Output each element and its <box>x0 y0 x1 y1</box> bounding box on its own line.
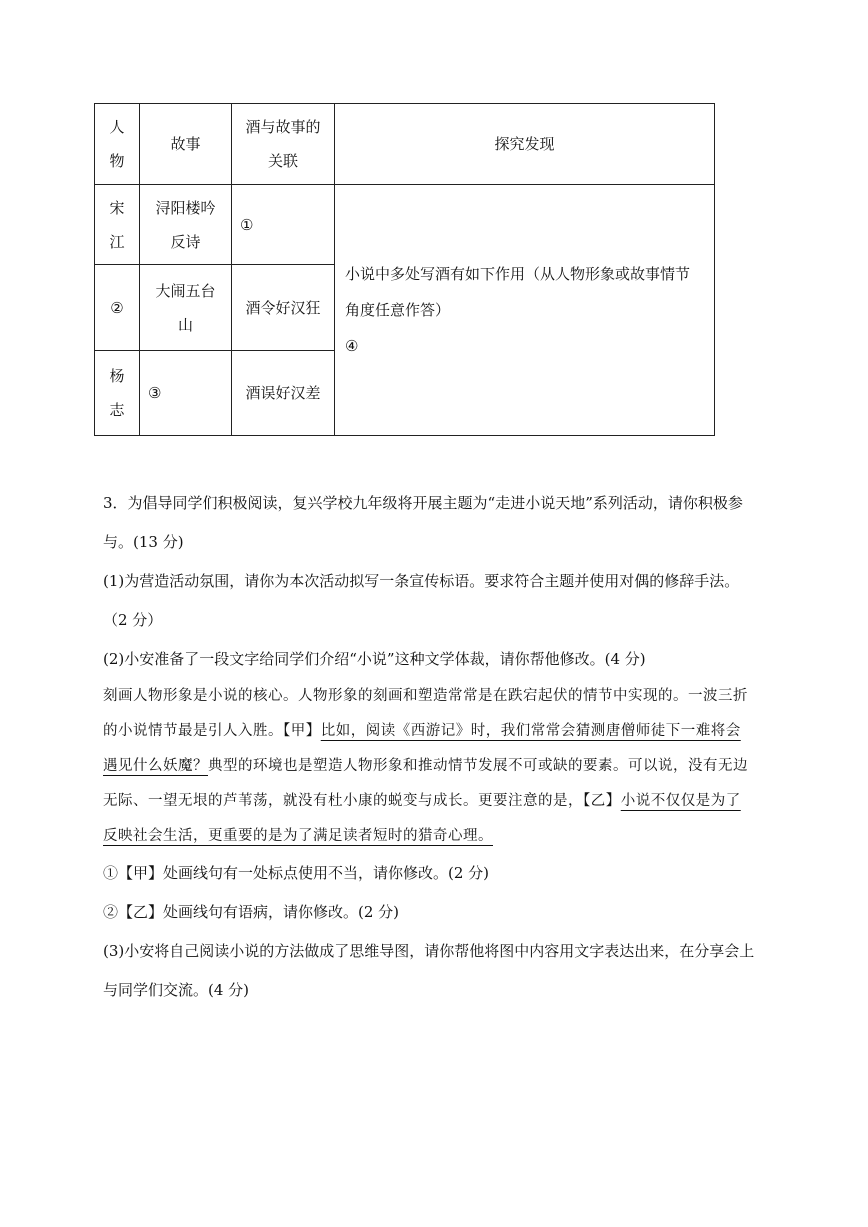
table-header-row <box>95 104 715 185</box>
header-finding: 探究发现 <box>335 104 715 185</box>
header-relation-line2: 关联 <box>267 152 298 170</box>
cell-story-line1: ③ <box>148 384 162 402</box>
header-relation-line1: 酒与故事的 <box>245 118 321 136</box>
q3-sub2: (2)小安准备了一段文字给同学们介绍“小说”这种文学体裁，请你帮他修改。(4 分) <box>103 650 646 668</box>
underlined-sentence-yi-end: 反映社会生活，更重要的是为了满足读者短时的猎奇心理。 <box>103 828 493 844</box>
header-relation <box>232 104 335 185</box>
underlined-sentence-jia: 比如，阅读《西游记》时，我们常常会猜测唐僧师徒下一难将会 <box>320 723 741 739</box>
q3-intro-line1: 3．为倡导同学们积极阅读，复兴学校九年级将开展主题为“走进小说天地”系列活动，请你积极参 <box>103 494 743 512</box>
cell-person-line1: 杨 <box>109 367 125 385</box>
passage-line5 <box>103 819 769 854</box>
finding-line2: 角度任意作答） <box>345 301 451 319</box>
cell-person <box>95 185 140 265</box>
q3-intro-line2: 与。(13 分) <box>103 533 184 551</box>
header-person-line2: 物 <box>109 152 125 170</box>
cell-relation: ① <box>232 185 335 265</box>
cell-story-line2: 山 <box>177 315 193 334</box>
cell-story-line2: 反诗 <box>170 232 201 251</box>
inquiry-table <box>94 103 715 436</box>
cell-story <box>140 351 232 436</box>
table-row <box>95 185 715 265</box>
question-3 <box>103 484 769 1010</box>
underlined-sentence-jia-end: 遇见什么妖魔？ <box>103 758 208 774</box>
cell-story-line1: 大闹五台 <box>155 281 216 300</box>
cell-person-line2: 江 <box>109 232 125 251</box>
q3-sub1-line2: （2 分） <box>103 611 163 629</box>
passage-line1: 刻画人物形象是小说的核心。人物形象的刻画和塑造常常是在跌宕起伏的情节中实现的。一波三折 <box>103 688 748 704</box>
header-person-line1: 人 <box>109 118 125 136</box>
cell-person <box>95 351 140 436</box>
q3-sub3-line1: (3)小安将自己阅读小说的方法做成了思维导图，请你帮他将图中内容用文字表达出来，在分享会上 <box>103 942 755 960</box>
cell-person-line2: 志 <box>109 401 125 419</box>
cell-story-line1: 浔阳楼吟 <box>155 198 216 217</box>
cell-finding <box>335 185 715 436</box>
passage-line3 <box>103 749 769 784</box>
header-story: 故事 <box>140 104 232 185</box>
passage-line2 <box>103 714 769 749</box>
cell-relation: 酒令好汉狂 <box>232 265 335 351</box>
underlined-sentence-yi: 小说不仅仅是为了 <box>620 793 741 809</box>
sub-question-2: ②【乙】处画线句有语病，请你修改。(2 分) <box>103 903 400 921</box>
header-person <box>95 104 140 185</box>
passage-line4-pre: 无际、一望无垠的芦苇荡，就没有杜小康的蜕变与成长。更要注意的是，【乙】 <box>103 793 621 809</box>
q3-sub1-line1: (1)为营造活动氛围，请你为本次活动拟写一条宣传标语。要求符合主题并使用对偶的修辞手法。 <box>103 572 740 590</box>
q3-sub3-line2: 与同学们交流。(4 分) <box>103 981 250 999</box>
cell-relation: 酒误好汉差 <box>232 351 335 436</box>
cell-story <box>140 185 232 265</box>
finding-line3: ④ <box>345 337 359 355</box>
sub-question-1: ①【甲】处画线句有一处标点使用不当，请你修改。(2 分) <box>103 864 490 882</box>
passage-line2-pre: 的小说情节最是引人入胜。【甲】 <box>103 723 321 739</box>
passage-line4 <box>103 784 769 819</box>
cell-story <box>140 265 232 351</box>
cell-person-line1: 宋 <box>109 198 125 217</box>
finding-line1: 小说中多处写酒有如下作用（从人物形象或故事情节 <box>345 265 691 283</box>
cell-person-line1: ② <box>110 298 124 317</box>
cell-person <box>95 265 140 351</box>
passage-line3-post: 典型的环境也是塑造人物形象和推动情节发展不可或缺的要素。可以说，没有无边 <box>208 758 748 774</box>
passage <box>103 679 769 854</box>
